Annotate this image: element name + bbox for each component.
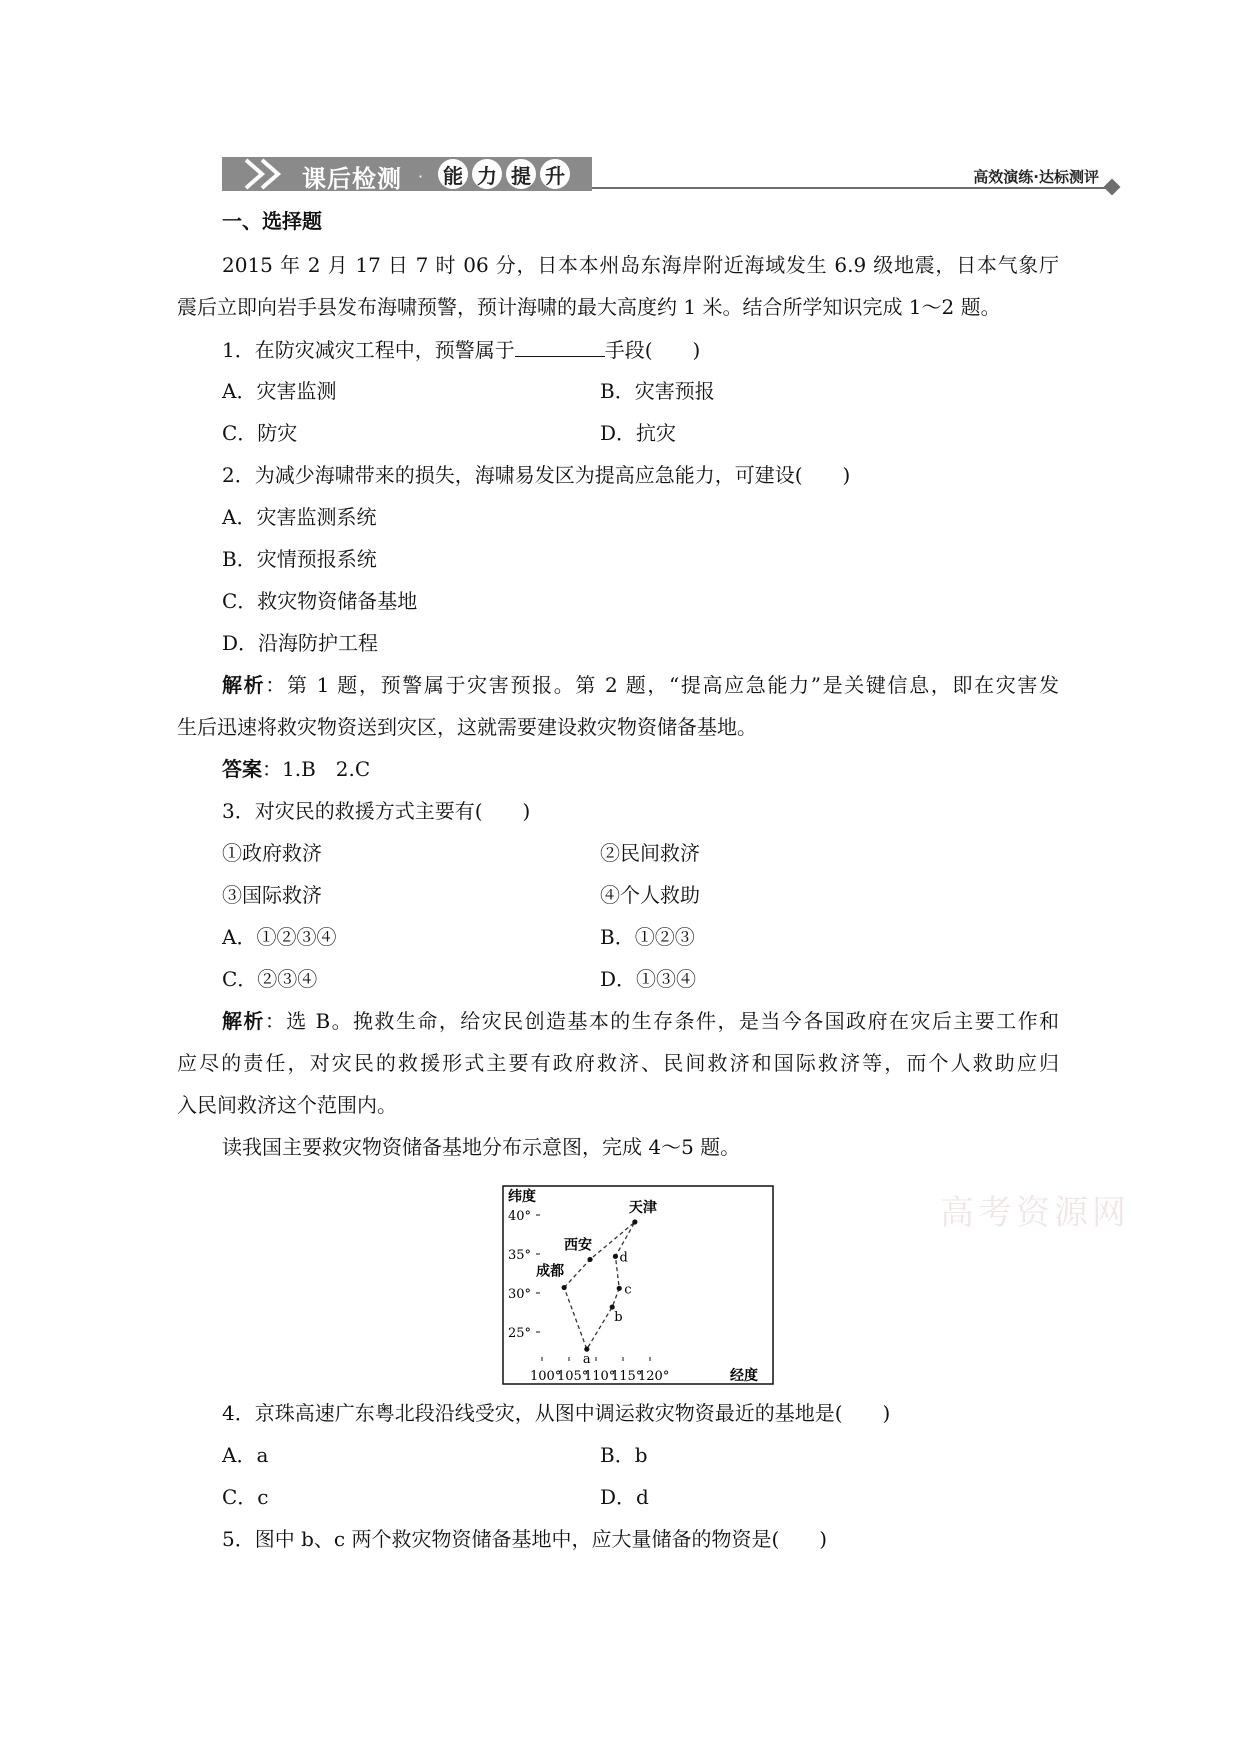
map-point-label: a [582, 1352, 591, 1368]
header-rule [592, 187, 1112, 189]
question-3-option-d: D．①③④ [600, 967, 697, 991]
analysis-1-text: ：第 1 题，预警属于灾害预报。第 2 题，“提高应急能力”是关键信息，即在灾害发 [265, 673, 1060, 697]
question-4-option-d: D．d [600, 1485, 649, 1509]
map-point-label: c [624, 1282, 632, 1298]
answer-1 [222, 756, 370, 782]
intro-line-2: 震后立即向岩手县发布海啸预警，预计海啸的最大高度约 1 米。结合所学知识完成 1～2 题。 [177, 295, 1001, 319]
section-title: 一、选择题 [222, 209, 322, 233]
banner-circle-char: 能 [438, 159, 468, 189]
intro-line-1: 2015 年 2 月 17 日 7 时 06 分，日本本州岛东海岸附近海域发生 6.9 级地震，日本气象厅 [222, 253, 1059, 277]
map-point-marker [587, 1257, 592, 1262]
question-4-option-c: C．c [222, 1485, 269, 1509]
question-2-stem: 2．为减少海啸带来的损失，海啸易发区为提高应急能力，可建设( ) [222, 463, 851, 487]
question-4-option-b: B．b [600, 1443, 648, 1467]
banner-circle-char: 升 [540, 159, 570, 189]
question-1-stem-end: 手段( ) [604, 338, 701, 362]
x-tick-label: 110° [584, 1369, 616, 1384]
question-1-option-c: C．防灾 [222, 421, 298, 445]
question-1-option-b: B．灾害预报 [600, 379, 715, 403]
question-2-option-d: D．沿海防护工程 [222, 631, 379, 655]
y-tick-label: 35° [508, 1248, 532, 1263]
map-point-label: b [614, 1310, 623, 1326]
answer-1-text: ：1.B 2.C [262, 757, 371, 781]
fill-blank [515, 336, 605, 357]
x-tick-label: 100° [530, 1369, 562, 1384]
map-point-marker [617, 1286, 622, 1291]
header-right-label: 高效演练·达标测评 [973, 168, 1099, 186]
relief-base-map [502, 1185, 774, 1385]
banner-title: 课后检测 [302, 165, 402, 193]
analysis-2-line-1 [222, 1008, 1059, 1034]
map-point-marker [610, 1304, 615, 1309]
y-tick-label: 25° [508, 1326, 532, 1341]
analysis-label: 解析 [222, 1009, 265, 1033]
question-3-item-2: ②民间救济 [600, 841, 700, 865]
double-chevron-icon [240, 157, 300, 191]
map-x-axis-label: 经度 [730, 1368, 758, 1384]
map-point-marker [584, 1347, 589, 1352]
map-point-label: d [619, 1250, 628, 1266]
question-1-option-d: D．抗灾 [600, 421, 677, 445]
question-2-option-c: C．救灾物资储备基地 [222, 589, 418, 613]
map-y-axis-label: 纬度 [508, 1189, 536, 1205]
map-intro: 读我国主要救灾物资储备基地分布示意图，完成 4～5 题。 [222, 1135, 741, 1159]
analysis-1-line-1 [222, 672, 1059, 698]
question-3-option-b: B．①②③ [600, 925, 695, 949]
map-point-marker [613, 1254, 618, 1259]
map-point-label: 成都 [536, 1263, 565, 1280]
x-tick-label: 115° [611, 1369, 643, 1384]
y-tick-label: 40° [508, 1209, 532, 1224]
question-2-option-a: A．灾害监测系统 [222, 505, 377, 529]
diamond-icon [1104, 179, 1121, 196]
map-point-marker [632, 1219, 637, 1224]
question-3-option-c: C．②③④ [222, 967, 318, 991]
question-3-stem: 3．对灾民的救援方式主要有( ) [222, 799, 531, 823]
question-3-item-1: ①政府救济 [222, 841, 322, 865]
map-figure [502, 1185, 774, 1385]
analysis-label: 解析 [222, 673, 266, 697]
y-tick-label: 30° [508, 1287, 532, 1302]
banner-circle-char: 提 [506, 159, 536, 189]
question-3-option-a: A．①②③④ [222, 925, 337, 949]
analysis-2-line-3: 入民间救济这个范围内。 [177, 1093, 397, 1117]
analysis-2-text: ：选 B。挽救生命，给灾民创造基本的生存条件，是当今各国政府在灾后主要工作和 [264, 1009, 1059, 1033]
analysis-2-line-2: 应尽的责任，对灾民的救援形式主要有政府救济、民间救济和国际救济等，而个人救助应归 [177, 1051, 1059, 1075]
watermark: 高考资源网 [940, 1193, 1130, 1233]
answer-label: 答案 [222, 757, 262, 781]
map-point-label: 西安 [564, 1237, 593, 1254]
question-5-stem: 5．图中 b、c 两个救灾物资储备基地中，应大量储备的物资是( ) [222, 1527, 828, 1551]
question-4-stem: 4．京珠高速广东粤北段沿线受灾，从图中调运救灾物资最近的基地是( ) [222, 1401, 891, 1425]
question-1-stem-start: 1．在防灾减灾工程中，预警属于 [222, 338, 515, 362]
map-point-label: 天津 [628, 1200, 657, 1217]
question-1-stem [222, 336, 700, 363]
x-tick-label: 105° [557, 1369, 589, 1384]
map-point-marker [562, 1285, 567, 1290]
question-3-item-4: ④个人救助 [600, 883, 700, 907]
analysis-1-line-2: 生后迅速将救灾物资送到灾区，这就需要建设救灾物资储备基地。 [177, 715, 757, 739]
x-tick-label: 120° [638, 1369, 670, 1384]
section-banner [222, 157, 592, 191]
banner-separator: · [418, 167, 424, 186]
question-2-option-b: B．灾情预报系统 [222, 547, 377, 571]
banner-circle-group [438, 159, 570, 189]
question-4-option-a: A．a [222, 1443, 269, 1467]
question-1-option-a: A．灾害监测 [222, 379, 337, 403]
question-3-item-3: ③国际救济 [222, 883, 322, 907]
banner-circle-char: 力 [472, 159, 502, 189]
